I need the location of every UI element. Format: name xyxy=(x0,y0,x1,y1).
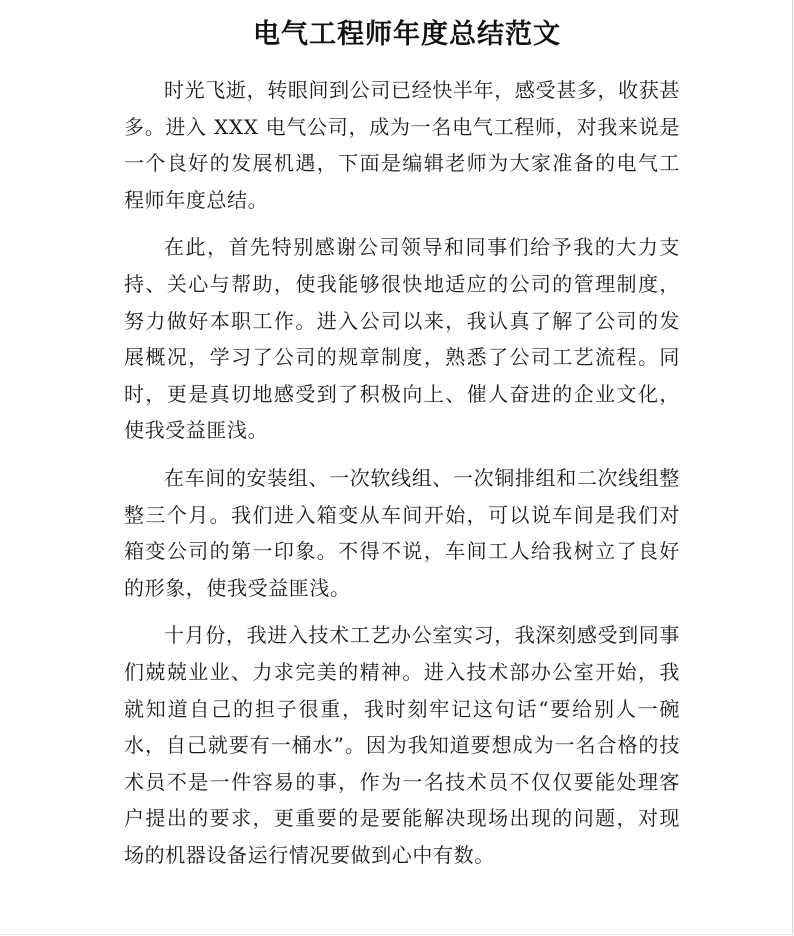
document-title: 电气工程师年度总结范文 xyxy=(253,19,561,50)
document-body xyxy=(124,14,680,873)
paragraph-thanks: 在此，首先特别感谢公司领导和同事们给予我的大力支持、关心与帮助，使我能够很快地适应的公司的管理制度，努力做好本职工作。进入公司以来，我认真了解了公司的发展概况，学习了公司的规章制度，熟悉了公司工艺流程。同时，更是真切地感受到了积极向上、催人奋进的企业文化，使我受益匪浅。 xyxy=(124,235,680,443)
paragraph-intro: 时光飞逝，转眼间到公司已经快半年，感受甚多，收获甚多。进入 XXX 电气公司，成为一名电气工程师，对我来说是一个良好的发展机遇，下面是编辑老师为大家准备的电气工程师年度总结。 xyxy=(124,78,680,212)
paragraph-tech-office: 十月份，我进入技术工艺办公室实习，我深刻感受到同事们兢兢业业、力求完美的精神。进入技术部办公室开始，我就知道自己的担子很重，我时刻牢记这句话“要给别人一碗水，自己就要有一桶水”。因为我知道要想成为一名合格的技术员不是一件容易的事，作为一名技术员不仅仅要能处理客户提出的要求，更重要的是要能解决现场出现的问题，对现场的机器设备运行情况要做到心中有数。 xyxy=(124,623,680,867)
paragraph-workshop: 在车间的安装组、一次软线组、一次铜排组和二次线组整整三个月。我们进入箱变从车间开始，可以说车间是我们对箱变公司的第一印象。不得不说，车间工人给我树立了良好的形象，使我受益匪浅。 xyxy=(124,465,680,600)
